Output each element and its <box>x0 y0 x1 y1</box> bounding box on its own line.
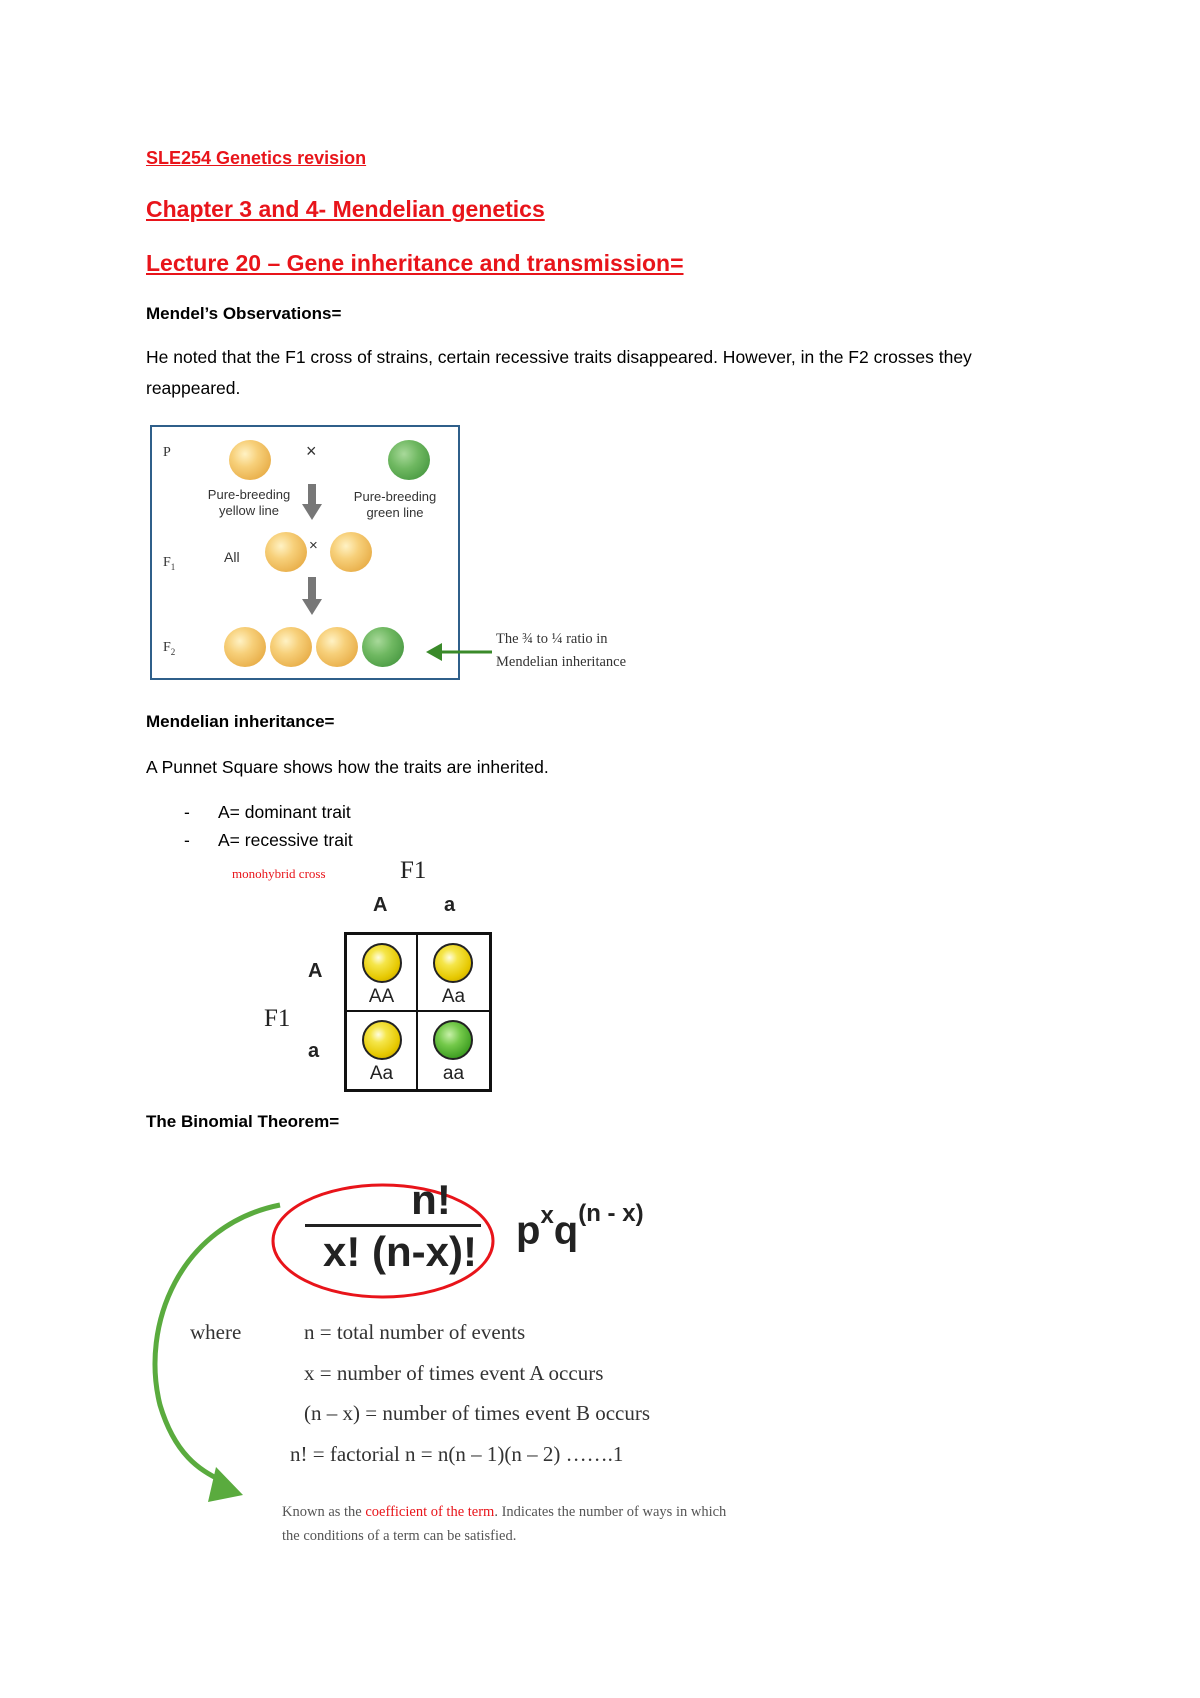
col-header-1: A <box>373 894 388 916</box>
yellow-pea <box>316 627 358 667</box>
punnett-side-label: F1 <box>264 1005 291 1032</box>
inheritance-label: Mendelian inheritance= <box>146 712 335 731</box>
gen-label-f2: $F_2$ <box>163 640 176 657</box>
punnett-top-label: F1 <box>400 857 427 884</box>
row-header-2: a <box>308 1040 320 1062</box>
punnett-cell <box>347 1012 418 1089</box>
green-line-label: Pure-breeding green line <box>353 489 437 520</box>
green-pea <box>362 627 404 667</box>
observations-text: He noted that the F1 cross of strains, certain recessive traits disappeared. However, in the F2 crosses they reappeared. <box>146 347 972 398</box>
cross-symbol: × <box>309 537 318 554</box>
down-arrow-icon <box>302 482 322 522</box>
yellow-ball-icon <box>433 943 473 983</box>
all-label: All <box>224 549 240 565</box>
def-n: n = total number of events <box>304 1320 526 1344</box>
inheritance-intro: A Punnet Square shows how the traits are inherited. <box>146 757 549 777</box>
col-header-2: a <box>444 894 456 916</box>
formula-numerator: n! <box>411 1176 451 1223</box>
green-ball-icon <box>433 1020 473 1060</box>
def-x: x = number of times event A occurs <box>304 1361 604 1385</box>
fraction-bar <box>305 1224 481 1227</box>
gen-label-f1: $F_1$ <box>163 555 176 572</box>
yellow-pea <box>224 627 266 667</box>
mendel-cross-figure <box>150 425 460 680</box>
formula-pq: $p^xq^{(n - x)}$ <box>516 1200 644 1253</box>
punnett-cell <box>418 935 489 1012</box>
coefficient-note: Known as the coefficient of the term. Indicates the number of ways in which the conditions of a term can be satisfied. <box>282 1504 727 1544</box>
cross-symbol: × <box>306 441 317 461</box>
yellow-line-label: Pure-breeding yellow line <box>207 487 291 518</box>
row-header-1: A <box>308 960 323 982</box>
punnett-cell <box>418 1012 489 1089</box>
genotype-label: AA <box>368 986 395 1007</box>
monohybrid-title: monohybrid cross <box>232 866 326 881</box>
bullet-recessive: A= recessive trait <box>218 830 353 850</box>
punnett-square <box>344 932 492 1092</box>
genotype-label: aa <box>442 1063 465 1084</box>
genotype-label: Aa <box>441 986 466 1007</box>
bullet-dominant: A= dominant trait <box>218 802 351 822</box>
left-arrow-icon <box>426 640 494 664</box>
observations-label: Mendel’s Observations= <box>146 304 342 323</box>
punnett-cell <box>347 935 418 1012</box>
where-label: where <box>190 1320 242 1344</box>
binomial-label: The Binomial Theorem= <box>146 1112 340 1131</box>
yellow-pea <box>330 532 372 572</box>
yellow-ball-icon <box>362 943 402 983</box>
lecture-heading: Lecture 20 – Gene inheritance and transmission= <box>146 250 684 276</box>
def-n-minus-x: (n – x) = number of times event B occurs <box>304 1401 651 1425</box>
bullet-dash: - <box>184 830 190 850</box>
yellow-pea <box>270 627 312 667</box>
yellow-pea <box>265 532 307 572</box>
ratio-caption: The ¾ to ¼ ratio in Mendelian inheritance <box>496 631 627 670</box>
down-arrow-icon <box>302 575 322 617</box>
formula-denominator: x! (n-x)! <box>323 1228 477 1275</box>
green-pea <box>388 440 430 480</box>
course-title: SLE254 Genetics revision <box>146 148 367 168</box>
chapter-heading: Chapter 3 and 4- Mendelian genetics <box>146 196 545 222</box>
bullet-dash: - <box>184 802 190 822</box>
genotype-label: Aa <box>369 1063 394 1084</box>
yellow-ball-icon <box>362 1020 402 1060</box>
gen-label-p: P <box>163 445 171 460</box>
def-factorial: n! = factorial n = n(n – 1)(n – 2) …….1 <box>290 1442 624 1466</box>
yellow-pea <box>229 440 271 480</box>
